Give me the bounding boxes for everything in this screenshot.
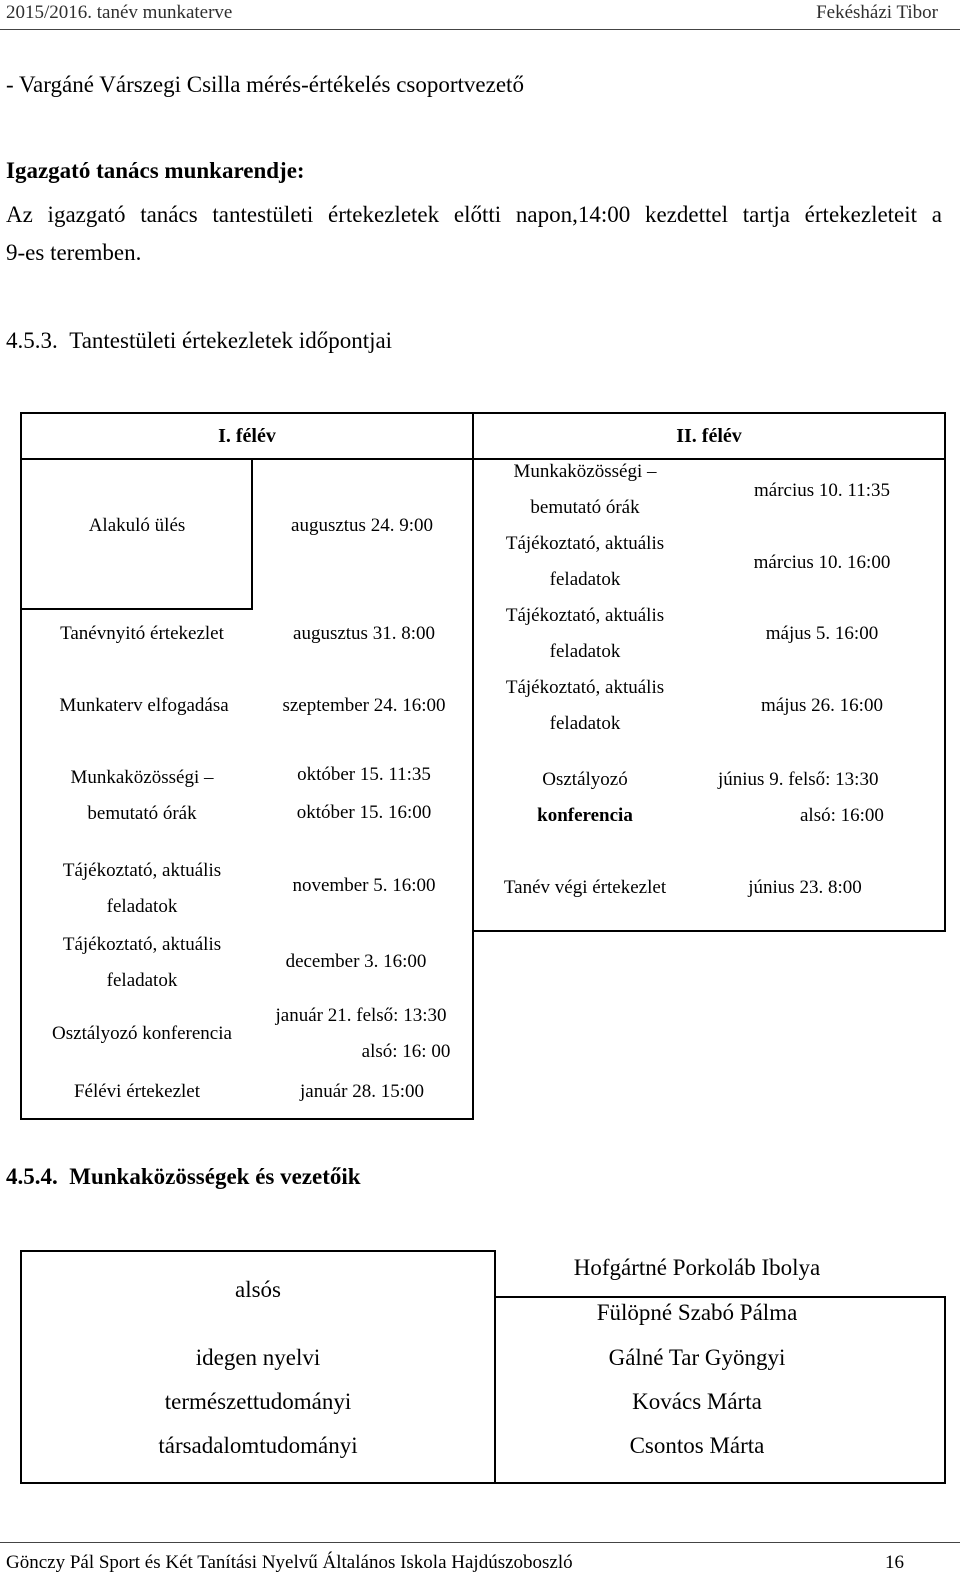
h1-row7-date: január 21. felső: 13:30 alsó: 16: 00 xyxy=(275,1005,451,1062)
h2-row5-date: június 23. 8:00 xyxy=(748,877,862,898)
h1-row5-name: Tájékoztató, aktuális feladatok xyxy=(62,860,222,917)
header-rule xyxy=(0,29,960,30)
staff-line: - Vargáné Várszegi Csilla mérés-értékelés csoportvezető xyxy=(6,72,524,97)
section-title: Munkaközösségek és vezetőik xyxy=(69,1164,361,1189)
header-author: Fekésházi Tibor xyxy=(816,2,938,23)
team-idegen-nyelvi: idegen nyelvi xyxy=(195,1345,321,1370)
h2-row1-date: március 10. 11:35 március 10. 16:00 xyxy=(753,480,891,573)
section-number: 4.5.4. xyxy=(6,1164,58,1189)
h1-row6-name: Tájékoztató, aktuális feladatok xyxy=(62,934,222,991)
board-text-line1: Az igazgató tanács tantestületi értekezletek előtti napon,14:00 kezdettel tartja értekezleteit a xyxy=(6,202,942,227)
h1-row4-name: Munkaközösségi – bemutató órák xyxy=(70,767,214,824)
header-title: 2015/2016. tanév munkaterve xyxy=(6,2,233,23)
leader-5: Csontos Márta xyxy=(629,1433,765,1458)
board-text-line2: 9-es teremben. xyxy=(6,240,142,265)
h1-row8-name: Félévi értekezlet xyxy=(73,1081,201,1102)
footer-school: Gönczy Pál Sport és Két Tanítási Nyelvű Általános Iskola Hajdúszoboszló xyxy=(6,1552,573,1573)
leader-3: Gálné Tar Gyöngyi xyxy=(608,1345,786,1370)
h2-row4-name: Osztályozó konferencia xyxy=(537,769,633,826)
h1-row5-date: november 5. 16:00 xyxy=(292,875,436,896)
h2-row3-date: május 26. 16:00 xyxy=(761,695,883,716)
leader-1: Hofgártné Porkoláb Ibolya xyxy=(573,1255,821,1280)
h2-row2-name: Tájékoztató, aktuális feladatok xyxy=(505,605,665,662)
team-tarsadalomtudomanyi: társadalomtudományi xyxy=(158,1433,358,1458)
section-454-heading xyxy=(6,1164,361,1190)
section-number: 4.5.3. xyxy=(6,328,58,353)
h1-row6-date: december 3. 16:00 xyxy=(285,951,427,972)
h2-row3-name: Tájékoztató, aktuális feladatok xyxy=(505,677,665,734)
h1-row4-date: október 15. 11:35 október 15. 16:00 xyxy=(296,764,432,823)
h1-row1-date: augusztus 24. 9:00 xyxy=(291,515,433,536)
h2-row1-name: Munkaközösségi – bemutató órák Tájékoztató, aktuális feladatok xyxy=(505,461,665,590)
h2-row5-name: Tanév végi értekezlet xyxy=(503,877,667,898)
leader-2: Fülöpné Szabó Pálma xyxy=(596,1300,798,1325)
section-title: Tantestületi értekezletek időpontjai xyxy=(69,328,393,353)
h1-row3-name: Munkaterv elfogadása xyxy=(59,695,229,716)
half2-header: II. félév xyxy=(676,425,742,447)
h1-row2-date: augusztus 31. 8:00 xyxy=(293,623,435,644)
section-453-heading xyxy=(6,328,392,354)
h1-row1-name: Alakuló ülés xyxy=(88,515,186,536)
h1-row2-name: Tanévnyitó értekezlet xyxy=(60,623,224,644)
h1-row7-name: Osztályozó konferencia xyxy=(52,1023,232,1044)
h1-row8-date: január 28. 15:00 xyxy=(299,1081,424,1102)
leader-4: Kovács Márta xyxy=(632,1389,762,1414)
board-heading: Igazgató tanács munkarendje: xyxy=(6,158,305,183)
h1-row3-date: szeptember 24. 16:00 xyxy=(282,695,446,716)
page-number: 16 xyxy=(885,1552,904,1573)
team-alsos: alsós xyxy=(235,1277,281,1302)
h2-row4-date: június 9. felső: 13:30 alsó: 16:00 xyxy=(718,769,884,826)
half1-header: I. félév xyxy=(218,425,276,447)
h2-row2-date: május 5. 16:00 xyxy=(765,623,879,644)
team-termeszettudomanyi: természettudományi xyxy=(164,1389,352,1414)
footer-rule xyxy=(0,1542,960,1543)
